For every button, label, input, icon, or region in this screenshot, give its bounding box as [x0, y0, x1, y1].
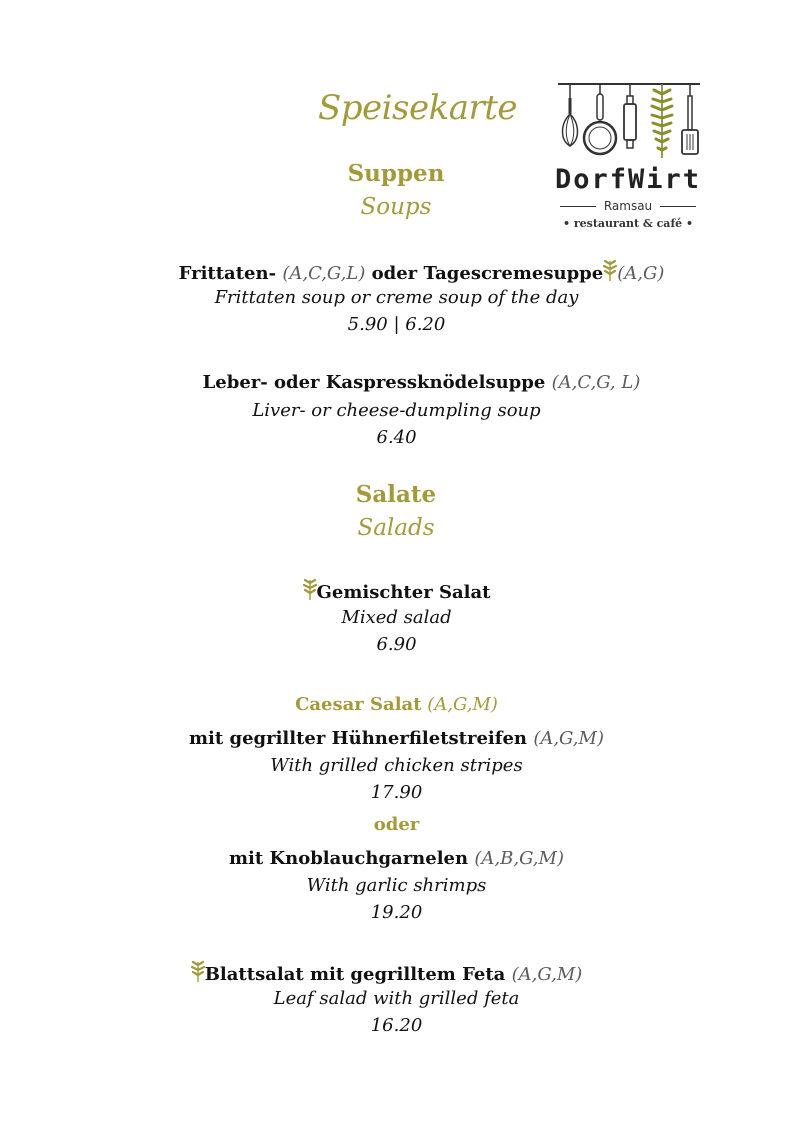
dish-leaf-salad-feta-price: 16.20 [370, 1015, 423, 1036]
dish-mixed-salad: Gemischter Salat [0, 578, 793, 605]
dish-caesar-shrimps: mit Knoblauchgarnelen (A,B,G,M) [229, 848, 564, 869]
section-title-soups-de: Suppen [347, 160, 445, 187]
dish-dumpling-soup-en: Liver- or cheese-dumpling soup [252, 400, 541, 421]
section-title-salads-de: Salate [355, 481, 437, 508]
menu-title: Speisekarte [318, 88, 518, 128]
herb-icon [652, 84, 672, 158]
vegetarian-leaf-icon [191, 960, 205, 987]
section-title-soups-en: Soups [360, 194, 432, 220]
dish-caesar-chicken: mit gegrillter Hühnerfiletstreifen (A,G,M) [189, 728, 604, 749]
logo [552, 80, 704, 236]
dish-leaf-salad-feta-en: Leaf salad with grilled feta [273, 988, 520, 1009]
vegetarian-leaf-icon [603, 259, 617, 286]
logo-tagline: • restaurant & café • [562, 217, 694, 230]
dish-caesar-chicken-price: 17.90 [370, 782, 423, 803]
section-title-salads-en: Salads [357, 515, 435, 541]
spatula-icon [682, 84, 698, 154]
logo-location: Ramsau [552, 199, 704, 213]
dish-caesar-shrimps-en: With garlic shrimps [306, 875, 487, 896]
caesar-salad-heading: Caesar Salat (A,G,M) [295, 694, 498, 715]
logo-brand: DorfWirt [554, 164, 702, 195]
dish-frittaten-price: 5.90 | 6.20 [347, 314, 446, 335]
dish-caesar-chicken-en: With grilled chicken stripes [270, 755, 523, 776]
whisk-icon [563, 84, 578, 146]
dish-leaf-salad-feta: Blattsalat mit gegrilltem Feta (A,G,M) [0, 960, 773, 987]
dish-dumpling-soup: Leber- oder Kaspressknödelsuppe (A,C,G, L) [202, 372, 641, 393]
dish-caesar-shrimps-price: 19.20 [370, 902, 423, 923]
dish-frittaten: Frittaten- (A,C,G,L) oder Tagescremesuppe (A,G) [0, 259, 793, 286]
dish-mixed-salad-price: 6.90 [376, 634, 417, 655]
caesar-separator: oder [373, 814, 420, 835]
pan-icon [584, 84, 616, 154]
vegetarian-leaf-icon [303, 578, 317, 605]
dish-frittaten-en: Frittaten soup or creme soup of the day [214, 287, 579, 308]
dish-dumpling-soup-price: 6.40 [376, 427, 417, 448]
dish-mixed-salad-en: Mixed salad [341, 607, 452, 628]
rolling-pin-icon [624, 84, 636, 148]
